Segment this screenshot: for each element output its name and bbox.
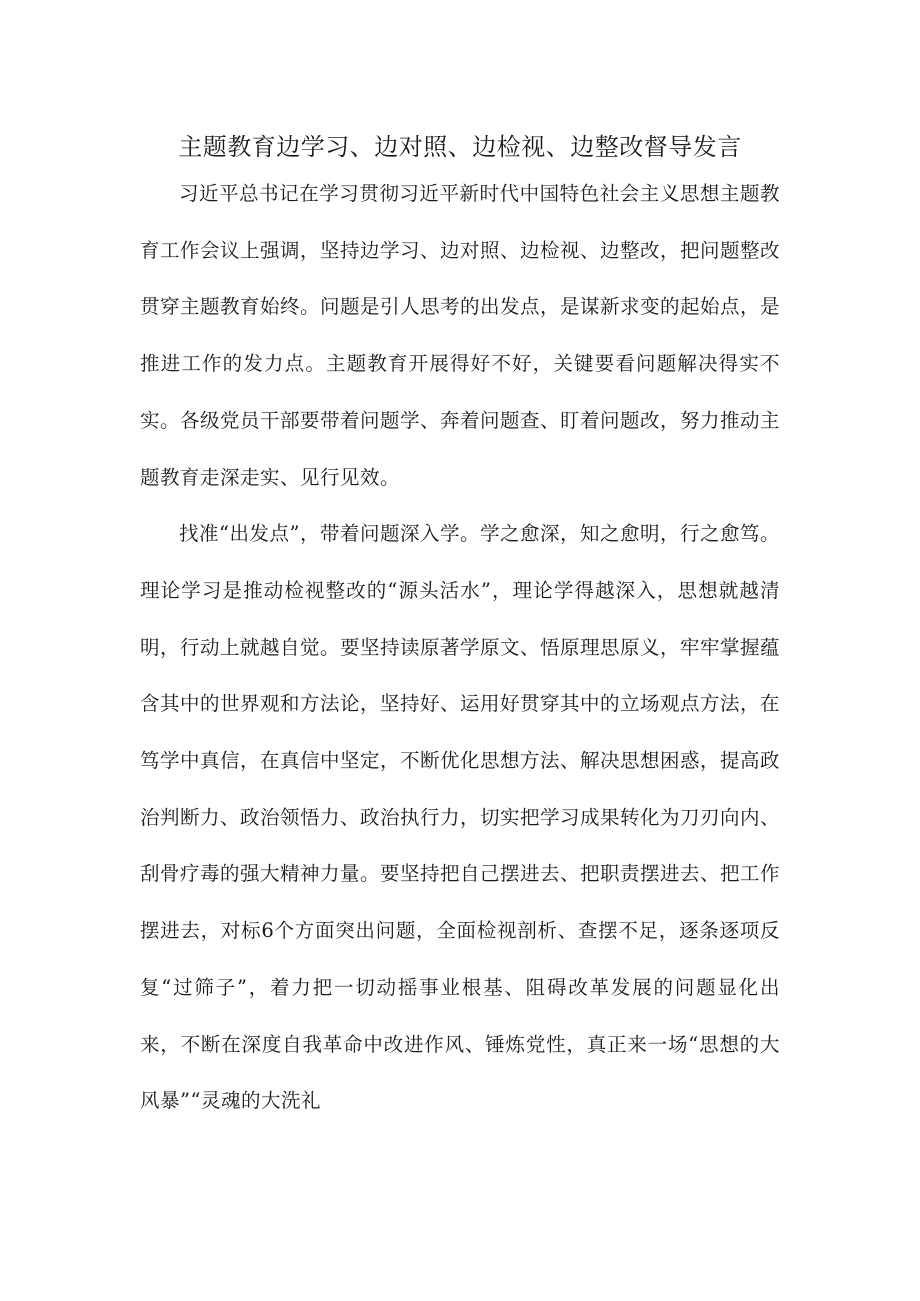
paragraph-intro: 习近平总书记在学习贯彻习近平新时代中国特色社会主义思想主题教育工作会议上强调，坚持边学习、边对照、边检视、边整改，把问题整改贯穿主题教育始终。问题是引人思考的出发点，是谋新求变的起始点，是推进工作的发力点。主题教育开展得好不好，关键要看问题解决得实不实。各级党员干部要带着问题学、奔着问题查、盯着问题改，努力推动主题教育走深走实、见行见效。 [140, 182, 781, 489]
document-title: 主题教育边学习、边对照、边检视、边整改督导发言 [178, 133, 742, 161]
document-body [140, 166, 780, 1130]
paragraph-starting-point: 找准“出发点”，带着问题深入学。学之愈深，知之愈明，行之愈笃。理论学习是推动检视整改的“源头活水”，理论学得越深入，思想就越清明，行动上就越自觉。要坚持读原著学原文、悟原理思原义，牢牢掌握蕴含其中的世界观和方法论，坚持好、运用好贯穿其中的立场观点方法，在笃学中真信，在真信中坚定，不断优化思想方法、解决思想困惑，提高政治判断力、政治领悟力、政治执行力，切实把学习成果转化为刀刃向内、刮骨疗毒的强大精神力量。要坚持把自己摆进去、把职责摆进去、把工作摆进去，对标6个方面突出问题，全面检视剖析、查摆不足，逐条逐项反复“过筛子”，着力把一切动摇事业根基、阻碍改革发展的问题显化出来，不断在深度自我革命中改进作风、锤炼党性，真正来一场“思想的大风暴”“灵魂的大洗礼 [140, 522, 781, 1113]
